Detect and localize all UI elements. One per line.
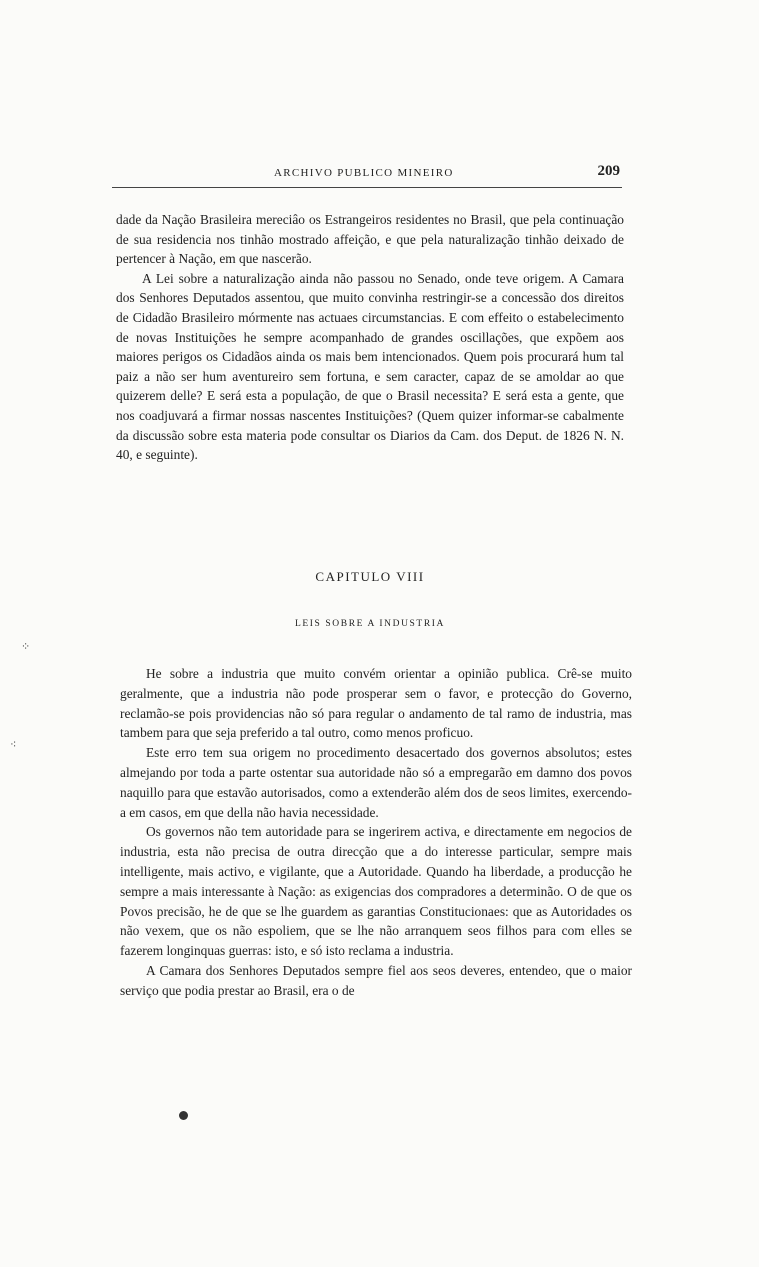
page-number: 209 [597,163,620,179]
header-rule [112,187,622,188]
body-text-top [116,210,624,465]
ink-speck: ⁘ [21,641,31,653]
ink-speck: ⁖ [10,739,17,751]
section-heading: LEIS SOBRE A INDUSTRIA [294,619,445,629]
running-title: ARCHIVO PUBLICO MINEIRO [274,167,454,179]
paragraph: dade da Nação Brasileira mereciâo os Estrangeiros residentes no Brasil, que pela continuação de sua residencia nos tinhão mostrado affeição, e que pela naturalização tinhão deixado de pertencer à Nação, em que nascerão. [116,212,624,267]
chapter-heading: CAPITULO VIII [315,569,425,584]
running-header [112,163,622,185]
body-text-bottom [120,664,632,1001]
paragraph: He sobre a industria que muito convém orientar a opinião publica. Crê-se muito geralmente, que a industria não pode prosperar sem o favor, e protecção do Governo, reclamão-se pois providencias não só para regular o andamento de tal ramo de industria, mas tambem para que seja preferido a tal outro, como menos proficuo. [120,666,632,741]
paragraph: A Camara dos Senhores Deputados sempre fiel aos seos deveres, entendeo, que o maior serviço que podia prestar ao Brasil, era o de [120,962,632,998]
paragraph: Este erro tem sua origem no procedimento desacertado dos governos absolutos; estes almejando por toda a parte ostentar sua autoridade não só a empregarão em damno dos povos naquillo para que estavão autorisados, como a extenderão além dos de seos limites, exercendo-a em casos, em que della não havia necessidade. [120,745,632,820]
paragraph: Os governos não tem autoridade para se ingerirem activa, e directamente em negocios de industria, esta não precisa de outra direcção que a do interesse particular, sempre mais intelligente, mais activo, e vigilante, que a Autoridade. Quando ha liberdade, a producção he sempre a mais interessante à Nação: as exigencias dos compradores a determinão. O de que os Povos precisão, he de que se lhe guardem as garantias Constitucionaes: que as Autoridades os não vexem, que os não espoliem, que se lhe não arranquem seos filhos para com elles se fazerem longinquas guerras: isto, e só isto reclama a industria. [120,824,632,959]
ink-dot [179,1111,188,1120]
paragraph: A Lei sobre a naturalização ainda não passou no Senado, onde teve origem. A Camara dos Senhores Deputados assentou, que muito convinha restringir-se a concessão dos direitos de Cidadão Brasileiro mórmente nas actuaes circumstancias. E com effeito o estabelecimento de novas Instituições he sempre acompanhado de grandes oscillações, que expõem aos maiores perigos os Cidadãos ainda os mais bem intencionados. Quem pois procurará hum tal paiz a não ser hum aventureiro sem fortuna, e sem caracter, capaz de se amoldar ao que quizerem delle? E será esta a população, de que o Brasil necessita? E será esta a gente, que nos coadjuvará a firmar nossas nascentes Instituições? (Quem quizer informar-se cabalmente da discussão sobre esta materia pode consultar os Diarios da Cam. dos Deput. de 1826 N. N. 40, e seguinte). [116,270,624,463]
